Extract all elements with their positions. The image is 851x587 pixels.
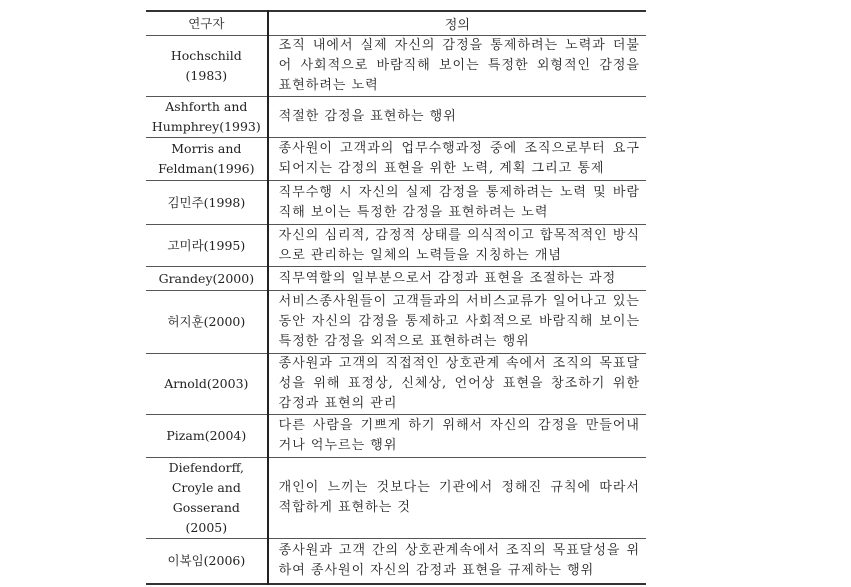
table-row [146,97,646,138]
researcher-cell [146,225,268,267]
definition-cell [268,36,646,97]
table-row [146,36,646,97]
definition-cell [268,415,646,458]
table-row [146,539,646,584]
definition-line: 개인이 느끼는 것보다는 기관에서 정해진 규칙에 따라서 [278,480,640,495]
researcher-cell [146,138,268,181]
table-row [146,354,646,415]
researcher-cell [146,181,268,225]
definition-line: 종사원이 고객과의 업무수행과정 중에 조직으로부터 요구 [278,141,640,156]
definition-line: 종사원과 고객의 직접적인 상호관계 속에서 조직의 목표달 [278,356,640,371]
table-row [146,225,646,267]
table-row [146,415,646,458]
researcher-line: Morris and [171,141,242,156]
definition-cell [268,354,646,415]
definition-line: 적합하게 표현하는 것 [278,500,411,515]
researcher-cell [146,539,268,584]
definition-line: 되어지는 감정의 표현을 위한 노력, 계획 그리고 통제 [278,161,605,176]
table-row [146,267,646,291]
researcher-cell [146,458,268,539]
table-header-row [146,11,646,36]
table-row [146,458,646,539]
definition-cell [268,267,646,291]
researcher-cell [146,267,268,291]
definition-line: 자신의 심리적, 감정적 상태를 의식적이고 합목적적인 방식 [278,227,640,243]
researcher-line: Grandey(2000) [158,270,255,286]
definition-line: 직해 보이는 특정한 감정을 표현하려는 노력 [278,204,549,220]
definition-line: 동안 자신의 감정을 통제하고 사회적으로 바람직해 보이는 [278,314,640,329]
researcher-cell [146,354,268,415]
researcher-cell [146,97,268,138]
definition-line: 직무역할의 일부분으로서 감정과 표현을 조절하는 과정 [278,270,617,286]
researcher-cell [146,415,268,458]
definition-cell [268,97,646,138]
definition-line: 종사원과 고객 간의 상호관계속에서 조직의 목표달성을 위 [278,542,640,558]
researcher-line: (2005) [185,520,228,535]
researcher-cell [146,291,268,354]
researcher-line: Feldman(1996) [158,161,255,176]
researcher-line: Hochschild [170,48,242,63]
researcher-cell [146,36,268,97]
definition-line: 서비스종사원들이 고객들과의 서비스교류가 일어나고 있는 [278,294,640,309]
researcher-line: Pizam(2004) [166,428,247,443]
definition-cell [268,181,646,225]
definition-line: 성을 위해 표정상, 신체상, 언어상 표현을 창조하기 위한 [278,376,640,391]
definition-line: 거나 억누르는 행위 [278,438,398,453]
definition-line: 으로 관리하는 일체의 노력들을 지칭하는 개념 [278,247,562,263]
researcher-line: 고미라(1995) [167,237,246,253]
header-definition: 정의 [444,18,470,33]
researcher-line: Croyle and [171,480,241,495]
definition-line: 특정한 감정을 외적으로 표현하려는 행위 [278,334,530,349]
definition-cell [268,458,646,539]
researcher-line: Ashforth and [165,99,248,114]
researcher-line: Diefendorff, [168,460,245,475]
emotional-labor-definitions-table [146,10,646,585]
definition-cell [268,225,646,267]
definition-line: 다른 사람을 기쁘게 하기 위해서 자신의 감정을 만들어내 [278,418,640,433]
header-researcher: 연구자 [146,11,268,36]
table-row [146,181,646,225]
researcher-line: Arnold(2003) [164,376,249,391]
researcher-line: (1983) [185,68,228,83]
definition-line: 감정과 표현의 관리 [278,396,398,411]
table-row [146,138,646,181]
researcher-line: 허지훈(2000) [167,314,246,329]
researcher-line: 이복임(2006) [167,552,246,568]
definition-line: 어 사회적으로 바람직해 보이는 특정한 외형적인 감정을 [278,58,640,73]
definition-line: 적절한 감정을 표현하는 행위 [278,109,457,124]
definition-line: 표현하려는 노력 [278,78,379,93]
definition-line: 조직 내에서 실제 자신의 감정을 통제하려는 노력과 더불 [278,38,640,53]
researcher-line: Gosserand [172,500,240,515]
definition-line: 직무수행 시 자신의 실제 감정을 통제하려는 노력 및 바람 [278,184,640,200]
definition-cell [268,291,646,354]
definition-cell [268,138,646,181]
definition-cell [268,539,646,584]
table-row [146,291,646,354]
researcher-line: 김민주(1998) [167,194,246,210]
researcher-line: Humphrey(1993) [151,119,261,134]
definition-line: 하여 종사원이 자신의 감정과 표현을 규제하는 행위 [278,562,595,578]
